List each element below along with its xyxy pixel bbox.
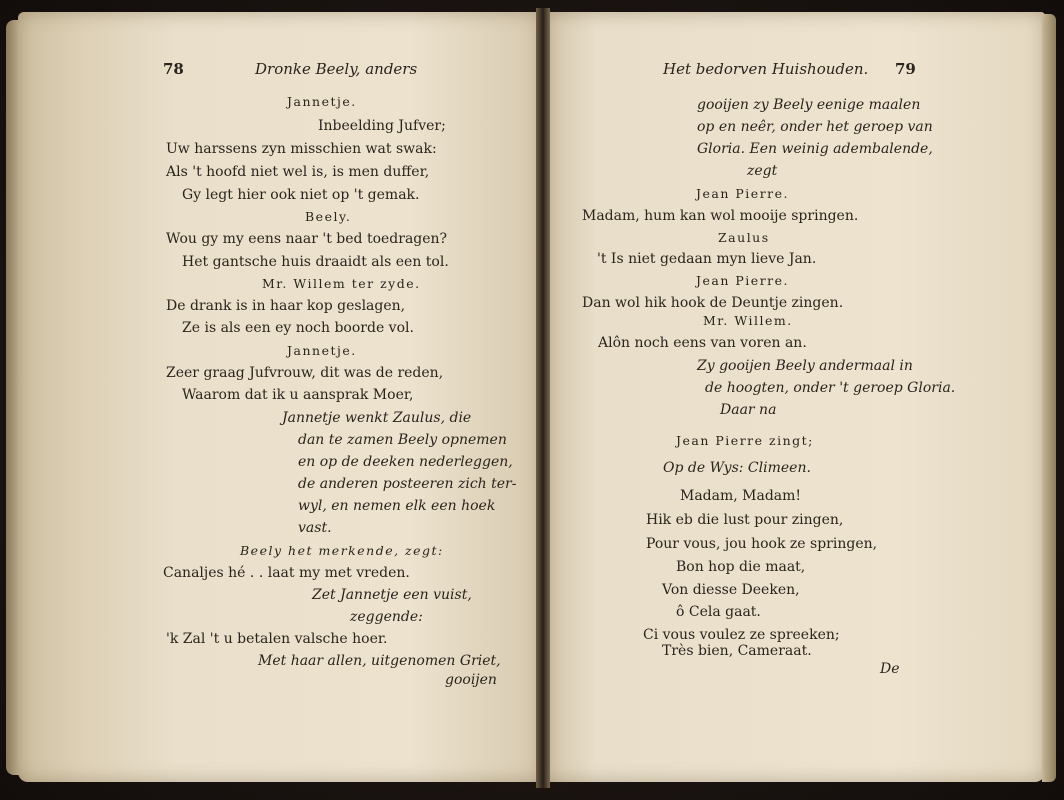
- right-line: Op de Wys: Climeen.: [663, 460, 811, 476]
- right-line: Dan wol hik hook de Deuntje zingen.: [582, 295, 844, 311]
- right-line: Von diesse Deeken,: [662, 582, 800, 598]
- left-line: Wou gy my eens naar 't bed toedragen?: [166, 231, 448, 247]
- right-line: de hoogten, onder 't geroep Gloria.: [705, 380, 956, 396]
- left-line: Gy legt hier ook niet op 't gemak.: [182, 187, 420, 203]
- left-line: Jannetje wenkt Zaulus, die: [282, 410, 472, 426]
- left-line: Inbeelding Jufver;: [318, 118, 446, 134]
- left-line: gooijen: [445, 672, 497, 688]
- left-line: Uw harssens zyn misschien wat swak:: [166, 141, 437, 157]
- left-line: Als 't hoofd niet wel is, is men duffer,: [166, 164, 430, 180]
- left-line: vast.: [298, 520, 332, 536]
- left-line: 'k Zal 't u betalen valsche hoer.: [166, 631, 388, 647]
- left-line: Het gantsche huis draaidt als een tol.: [182, 254, 449, 270]
- right-line: zegt: [747, 163, 778, 179]
- right-page-edges: [1042, 14, 1056, 782]
- left-line: Canaljes hé . . laat my met vreden.: [163, 565, 410, 581]
- gutter-fold: [536, 8, 550, 788]
- right-line: Jean Pierre.: [696, 186, 790, 201]
- right-line: 't Is niet gedaan myn lieve Jan.: [597, 251, 817, 267]
- right-line: Jean Pierre zingt;: [676, 433, 814, 448]
- right-line: Zy gooijen Beely andermaal in: [697, 358, 913, 374]
- right-line: Hik eb die lust pour zingen,: [646, 512, 844, 528]
- right-page-number: 79: [895, 60, 916, 78]
- left-line: Zeer graag Jufvrouw, dit was de reden,: [166, 365, 444, 381]
- left-line: Mr. Willem ter zyde.: [262, 276, 421, 291]
- right-line: Madam, hum kan wol mooije springen.: [582, 208, 859, 224]
- left-line: zeggende:: [350, 609, 423, 625]
- right-line: op en neêr, onder het geroep van: [697, 119, 933, 135]
- right-line: Zaulus: [718, 230, 770, 245]
- left-line: Zet Jannetje een vuist,: [312, 587, 472, 603]
- right-running-head: Het bedorven Huishouden.: [663, 60, 869, 78]
- right-line: gooijen zy Beely eenige maalen: [697, 97, 921, 113]
- right-line: Jean Pierre.: [696, 273, 790, 288]
- left-line: Beely.: [305, 209, 352, 224]
- right-line: Gloria. Een weinig adembalende,: [697, 141, 933, 157]
- left-line: en op de deeken nederleggen,: [298, 454, 513, 470]
- left-line: Beely het merkende, zegt:: [240, 543, 444, 558]
- left-line: Ze is als een ey noch boorde vol.: [182, 320, 414, 336]
- right-line: ô Cela gaat.: [676, 604, 761, 620]
- right-line: Alôn noch eens van voren an.: [598, 335, 807, 351]
- right-catchword: De: [880, 661, 900, 677]
- right-line: Ci vous voulez ze spreeken;: [643, 627, 840, 643]
- left-line: Jannetje.: [287, 343, 357, 358]
- right-line: Madam, Madam!: [680, 488, 802, 504]
- right-line: Très bien, Cameraat.: [662, 643, 812, 659]
- left-page-number: 78: [163, 60, 184, 78]
- left-line: Waarom dat ik u aansprak Moer,: [182, 387, 414, 403]
- left-line: Jannetje.: [287, 94, 357, 109]
- left-running-head: Dronke Beely, anders: [255, 60, 418, 78]
- right-line: Bon hop die maat,: [676, 559, 806, 575]
- right-line: Pour vous, jou hook ze springen,: [646, 536, 878, 552]
- left-line: Met haar allen, uitgenomen Griet,: [258, 653, 501, 669]
- left-line: dan te zamen Beely opnemen: [298, 432, 507, 448]
- left-line: wyl, en nemen elk een hoek: [298, 498, 496, 514]
- left-line: de anderen posteeren zich ter-: [298, 476, 517, 492]
- left-line: De drank is in haar kop geslagen,: [166, 298, 406, 314]
- right-line: Mr. Willem.: [703, 313, 793, 328]
- right-line: Daar na: [720, 402, 777, 418]
